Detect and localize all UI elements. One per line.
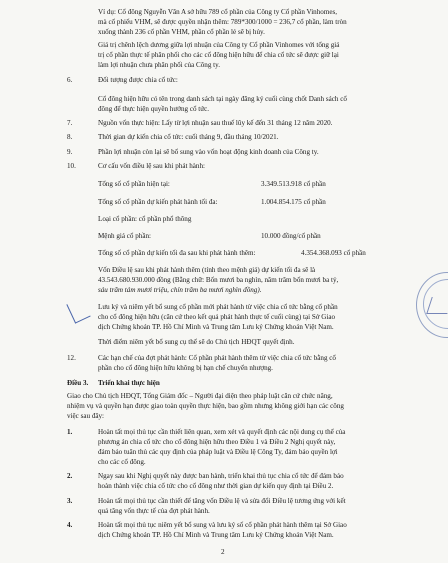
signature-mark (66, 297, 90, 323)
text-line: đông để thực hiện quyền hưởng cổ tức. (98, 105, 210, 113)
text-line: làm lợi nhuận chưa phân phối của Công ty. (98, 61, 220, 69)
text-line: Ví dụ: Cổ đông Nguyễn Văn A sở hữu 789 cổ phần của Công ty Cổ phần Vinhomes, (98, 8, 338, 16)
text-line: Các hạn chế của đợt phát hành: Cổ phần phát hành thêm từ việc chia cổ tức bằng cổ (98, 354, 336, 362)
item-number: 7. (67, 119, 73, 127)
text-line: quả tăng vốn thực tế của đợt phát hành. (98, 507, 210, 515)
item-number: 8. (67, 133, 73, 141)
text-line: trị cổ phần thực tế phân phối cho các cổ đông hiện hữu để chia cổ tức sẽ được giữ lại (98, 51, 339, 59)
text-line: Phần lợi nhuận còn lại sẽ bổ sung vào vốn hoạt động kinh doanh của Công ty. (98, 148, 319, 156)
text-line: nhiệm vụ và quyền hạn được giao toàn quyền thực hiện, bao gồm nhưng không giới hạn các công (67, 402, 344, 410)
text-line: mà cổ phiếu VHM, sẽ được quyền nhận thêm: 789*300/1000 = 236,7 cổ phần, làm tròn (98, 18, 347, 26)
item-number: 12. (67, 354, 76, 362)
text-line: Đối tượng được chia cổ tức: (98, 76, 178, 84)
text-line: đảm bảo tuân thủ các quy định của pháp luật và Điều lệ Công Ty, đảm bảo quyền lợi (98, 448, 338, 456)
item-number: 1. (67, 428, 73, 436)
text-line: xuống thành 236 cổ phần VHM, phần cổ phần lẻ sẽ bị hủy. (98, 28, 265, 36)
text-line: Thời điểm niêm yết bổ sung cụ thể sẽ do Chủ tịch HĐQT quyết định. (98, 338, 295, 346)
capital-value: 3.349.513.918 cổ phần (261, 180, 326, 188)
text-line: Cơ cấu vốn điều lệ sau khi phát hành: (98, 162, 205, 170)
capital-label: Mệnh giá cổ phần: (98, 232, 151, 240)
text-line: hoàn thành việc chia cổ tức cho cổ đông như thời gian dự kiến quy định tại Điều 2. (98, 482, 334, 490)
text-line: Hoàn tất mọi thủ tục cần thiết liên quan, xem xét và quyết định các nội dung cụ thể của (98, 428, 346, 436)
item-number: 2. (67, 472, 73, 480)
text-line: sáu trăm tám mươi triệu, chín trăm ba mươi nghìn đồng). (98, 286, 262, 294)
capital-label: Loại cổ phần: cổ phần phổ thông (98, 215, 192, 223)
capital-label: Tổng số cổ phần dự kiến phát hành tối đa: (98, 198, 218, 206)
item-number: 6. (67, 76, 73, 84)
article-number: Điều 3. (67, 379, 89, 387)
capital-label: Tổng số cổ phần dự kiến tối đa sau khi phát hành thêm: (98, 249, 256, 257)
text-line: phương án chia cổ tức cho cổ đông hiện hữu theo Điều 1 và Điều 2 Nghị quyết này, (98, 438, 336, 446)
text-line: Thời gian dự kiến chia cổ tức: cuối tháng 9, đầu tháng 10/2021. (98, 133, 279, 141)
text-line: Cổ đông hiện hữu có tên trong danh sách tại ngày đăng ký cuối cùng chốt Danh sách cổ (98, 95, 347, 103)
item-number: 9. (67, 148, 73, 156)
text-line: dịch Chứng khoán TP. Hồ Chí Minh và Trung tâm Lưu ký Chứng khoán Việt Nam. (98, 323, 334, 331)
text-line: Vốn Điều lệ sau khi phát hành thêm (tính theo mệnh giá) dự kiến tối đa sẽ là (98, 266, 316, 274)
capital-value: 10.000 đồng/cổ phần (261, 232, 321, 240)
article-title: Triển khai thực hiện (98, 379, 160, 387)
capital-value: 4.354.368.093 cổ phần (301, 249, 366, 257)
text-line: 43.543.680.930.000 đồng (Bằng chữ: Bốn mươi ba nghìn, năm trăm bốn mươi ba tỷ, (98, 276, 339, 284)
item-number: 10. (67, 162, 76, 170)
text-line: Giao cho Chủ tịch HĐQT, Tổng Giám đốc – Người đại diện theo pháp luật căn cứ chức năng, (67, 392, 333, 400)
text-line: Nguồn vốn thực hiện: Lấy từ lợi nhuận sau thuế lũy kế đến 31 tháng 12 năm 2020. (98, 119, 333, 127)
text-line: dịch Chứng khoán TP. Hồ Chí Minh và Trung tâm Lưu ký Chứng khoán Việt Nam. (98, 531, 334, 539)
capital-value: 1.004.854.175 cổ phần (261, 198, 326, 206)
text-line: Hoàn tất mọi thủ tục niêm yết bổ sung và lưu ký số cổ phần phát hành thêm tại Sở Giao (98, 521, 347, 529)
item-number: 3. (67, 497, 73, 505)
text-line: phần cho cổ đông hiện hữu không bị hạn chế chuyển nhượng. (98, 364, 273, 372)
text-line: Hoàn tất mọi thủ tục cần thiết để tăng vốn Điều lệ và sửa đổi Điều lệ tương ứng với kết (98, 497, 346, 505)
page-number: 2 (221, 548, 225, 556)
text-line: cho các cổ đông. (98, 458, 146, 466)
text-line: Ngay sau khi Nghị quyết này được ban hành, triển khai thủ tục chia cổ tức để đảm bảo (98, 472, 344, 480)
text-line: Giá trị chênh lệch dương giữa lợi nhuận của Công ty Cổ phần Vinhomes với tổng giá (98, 41, 340, 49)
text-line: việc sau đây: (67, 412, 105, 420)
item-number: 4. (67, 521, 73, 529)
text-line: Lưu ký và niêm yết bổ sung cổ phần mới phát hành từ việc chia cổ tức bằng cổ phần (98, 303, 338, 311)
company-seal (416, 272, 448, 338)
capital-label: Tổng số cổ phần hiện tại: (98, 180, 170, 188)
text-line: cho cổ đông hiện hữu (căn cứ theo kết quả phát hành thực tế cuối cùng) tại Sở Giao (98, 313, 336, 321)
